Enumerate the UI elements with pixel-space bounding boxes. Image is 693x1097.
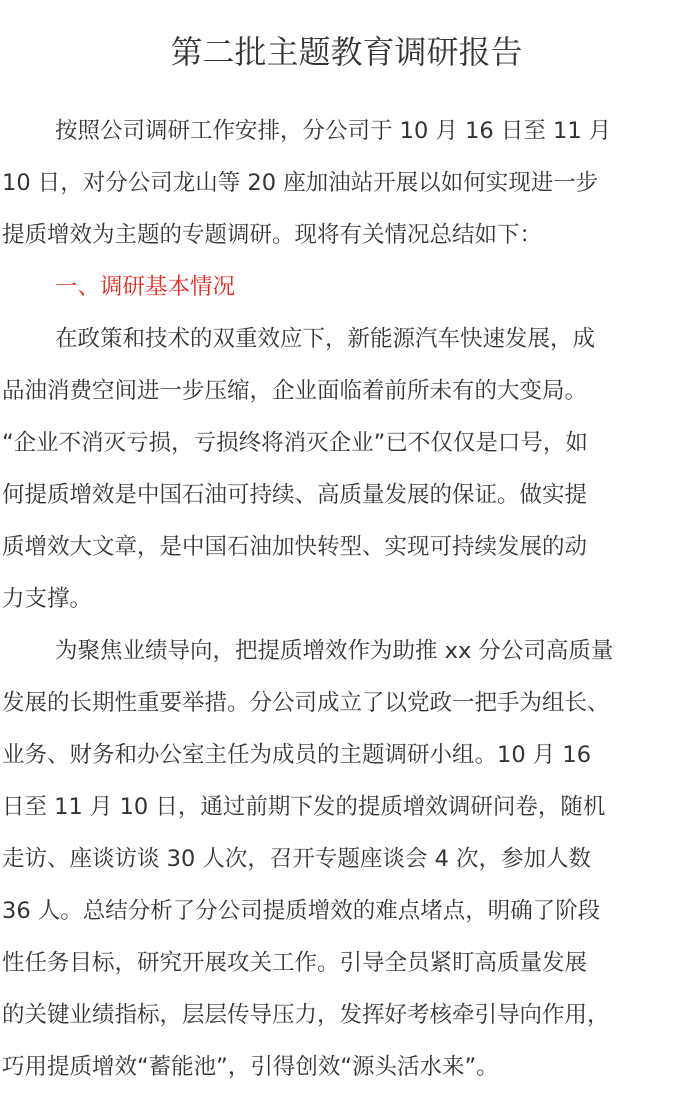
paragraph-3-line-5: 走访、座谈访谈 30 人次，召开专题座谈会 4 次，参加人数 [2,846,592,872]
paragraph-2-line-4: 何提质增效是中国石油可持续、高质量发展的保证。做实提 [2,482,588,508]
paragraph-3-line-1: 为聚焦业绩导向，把提质增效作为助推 xx 分公司高质量 [55,638,614,664]
paragraph-2-line-6: 力支撑。 [2,586,93,612]
paragraph-3-line-4: 日至 11 月 10 日，通过前期下发的提质增效调研问卷，随机 [2,794,606,820]
paragraph-3-line-3: 业务、财务和办公室主任为成员的主题调研小组。10 月 16 [2,742,592,768]
paragraph-1-line-2: 10 日，对分公司龙山等 20 座加油站开展以如何实现进一步 [2,170,599,196]
section-heading-1: 一、调研基本情况 [55,274,236,300]
paragraph-2-line-1: 在政策和技术的双重效应下，新能源汽车快速发展，成 [55,326,596,352]
paragraph-3-line-8: 的关键业绩指标，层层传导压力，发挥好考核牵引导向作用， [2,1002,610,1028]
paragraph-2-line-5: 质增效大文章，是中国石油加快转型、实现可持续发展的动 [2,534,588,560]
paragraph-2-line-3: “企业不消灭亏损，亏损终将消灭企业”已不仅仅是口号，如 [2,430,588,456]
document-title: 第二批主题教育调研报告 [170,33,523,71]
paragraph-3-line-2: 发展的长期性重要举措。分公司成立了以党政一把手为组长、 [2,690,610,716]
paragraph-2-line-2: 品油消费空间进一步压缩，企业面临着前所未有的大变局。 [2,378,588,404]
paragraph-3-line-6: 36 人。总结分析了分公司提质增效的难点堵点，明确了阶段 [2,898,601,924]
paragraph-1-line-3: 提质增效为主题的专题调研。现将有关情况总结如下： [2,222,543,248]
paragraph-3-line-9: 巧用提质增效“蓄能池”，引得创效“源头活水来”。 [2,1054,499,1080]
paragraph-1-line-1: 按照公司调研工作安排，分公司于 10 月 16 日至 11 月 [55,118,612,144]
paragraph-3-line-7: 性任务目标，研究开展攻关工作。引导全员紧盯高质量发展 [2,950,588,976]
